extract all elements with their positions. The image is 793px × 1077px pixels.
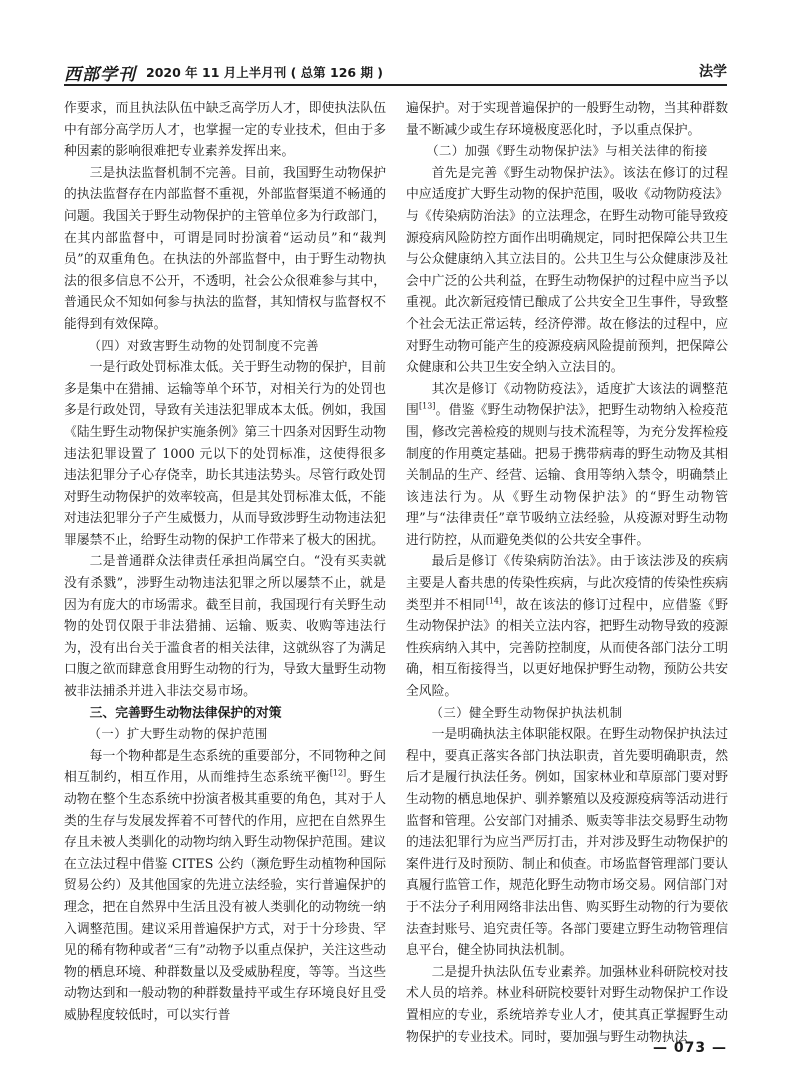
text-run: 每一个物种都是生态系统的重要部分，不同物种之间相互制约，相互作用，从而维持生态系统平衡 xyxy=(64,748,386,786)
subsection-heading xyxy=(406,703,728,725)
issue-info: 2020 年 11 月上半月刊 ( 总第 126 期 ) xyxy=(146,65,384,80)
paragraph xyxy=(64,98,386,163)
paragraph xyxy=(406,163,728,379)
text-run: 首先是完善《野生动物保护法》。该法在修订的过程中应适度扩大野生动物的保护范围，吸收《动物防疫法》与《传染病防治法》的立法理念，在野生动物可能导致疫源疫病风险防控方面作出明确规定，同时把保障公共卫生与公众健康纳入其立法目的。公共卫生与公众健康涉及社会中广泛的公共利益，在野生动物保护的过程中应当予以重视。此次新冠疫情已酿成了公共安全卫生事件，导致整个社会无法正常运转，经济停滞。故在修法的过程中，应对野生动物可能产生的疫源疫病风险提前预判，把保障公众健康和公共卫生安全纳入立法目的。 xyxy=(406,165,728,376)
text-run: 。野生动物在整个生态系统中扮演者极其重要的角色，其对于人类的生存与发展发挥着不可替代的作用，应把在自然界生存且未被人类驯化的动物均纳入野生动物保护范围。建议在立法过程中借鉴 CITES 公约（濒危野生动植物种国际贸易公约）及其他国家的先进立法经验，实行普遍保护的理念，把在自然界中生活且没有被人类驯化的动物统一纳入调整范围。建议采用普遍保护方式，对于十分珍贵、罕见的稀有物种或者“三有”动物予以重点保护，关注这些动物的栖息环境、种群数量以及受威胁程度，等等。当这些动物达到和一般动物的种群数量持平或生存环境良好且受威胁程度较低时，可以实行普 xyxy=(64,770,387,1023)
paragraph xyxy=(64,357,386,551)
journal-logo: 西部学刊 xyxy=(64,65,136,85)
text-run: 二是提升执法队伍专业素养。加强林业科研院校对技术人员的培养。林业科研院校要针对野生动物保护工作设置相应的专业，系统培养专业人才，使其真正掌握野生动物保护的专业技术。同时，要加强与野生动物执法 xyxy=(406,964,728,1045)
right-column xyxy=(406,98,729,1045)
paragraph xyxy=(406,98,728,141)
paragraph xyxy=(64,551,386,702)
text-run: 。借鉴《野生动物保护法》，把野生动物纳入检疫范围，修改完善检疫的规则与技术流程等，为充分发挥检疫制度的作用奠定基础。把易于携带病毒的野生动物及其相关制品的生产、经营、运输、食用等纳入禁令，明确禁止该违法行为。从《野生动物保护法》的“野生动物管理”与“法律责任”章节吸纳立法经验，从疫源对野生动物进行防控，从而避免类似的公共安全事件。 xyxy=(406,403,728,548)
text-run: ，故在该法的修订过程中，应借鉴《野生动物保护法》的相关立法内容，把野生动物导致的疫源性疾病纳入其中，完善防控制度，从而使各部门法分工明确，相互衔接得当，以更好地保护野生动物，预防公共安全风险。 xyxy=(406,597,729,700)
text-run: 三、完善野生动物法律保护的对策 xyxy=(89,705,282,721)
citation-ref: [12] xyxy=(329,769,347,779)
paragraph xyxy=(406,379,728,552)
text-run: 一是明确执法主体职能权限。在野生动物保护执法过程中，要真正落实各部门执法职责，首先要明确职责，然后才是履行执法任务。例如，国家林业和草原部门要对野生动物的栖息地保护、驯养繁殖以及疫源疫病等活动进行监督和管理。公安部门对捕杀、贩卖等非法交易野生动物的违法犯罪行为应当严厉打击，并对涉及野生动物保护的案件进行及时预防、制止和侦查。市场监督管理部门要认真履行监管工作，规范化野生动物市场交易。网信部门对于不法分子利用网络非法出售、购买野生动物的行为要依法查封账号、追究责任等。各部门要建立野生动物管理信息平台，健全协同执法机制。 xyxy=(406,727,728,959)
text-run: 其次是修订《动物防疫法》，适度扩大该法的调整范围 xyxy=(406,381,728,419)
text-run: （二）加强《野生动物保护法》与相关法律的衔接 xyxy=(426,144,708,159)
citation-ref: [13] xyxy=(419,402,436,412)
subsection-heading xyxy=(406,141,728,163)
paragraph xyxy=(64,163,386,336)
page-number: — 073 — xyxy=(653,1040,727,1056)
text-run: （一）扩大野生动物的保护范围 xyxy=(88,727,268,742)
text-run: 三是执法监督机制不完善。目前，我国野生动物保护的执法监督存在内部监督不重视，外部监督渠道不畅通的问题。我国关于野生动物保护的主管单位多为行政部门，在其内部监督中，可谓是同时扮演着“运动员”和“裁判员”的双重角色。在执法的外部监督中，由于野生动物执法的很多信息不公开，不透明，社会公众很难参与其中，普通民众不知如何参与执法的监督，其知情权与监督权不能得到有效保障。 xyxy=(64,165,386,332)
paragraph xyxy=(64,746,386,1027)
section-heading xyxy=(64,703,386,725)
citation-ref: [14] xyxy=(485,596,503,606)
subsection-heading xyxy=(64,724,386,746)
paragraph xyxy=(406,962,728,1048)
left-column xyxy=(64,98,386,1028)
section-label: 法学 xyxy=(699,64,727,80)
text-run: 遍保护。对于实现普遍保护的一般野生动物，当其种群数量不断减少或生存环境极度恶化时，予以重点保护。 xyxy=(406,101,728,138)
text-run: 一是行政处罚标准太低。关于野生动物的保护，目前多是集中在猎捕、运输等单个环节，对相关行为的处罚也多是行政处罚，导致有关违法犯罪成本太低。例如，我国《陆生野生动物保护实施条例》第三十四条对因野生动物违法犯罪设置了 1000 元以下的处罚标准，这使得很多违法犯罪分子心存侥幸，助长其违法势头。尽管行政处罚对野生动物保护的效率较高，但是其处罚标准太低，不能对违法犯罪分子产生威慑力，从而导致涉野生动物违法犯罪屡禁不止，给野生动物的保护工作带来了极大的困扰。 xyxy=(64,360,386,548)
text-run: 最后是修订《传染病防治法》。由于该法涉及的疾病主要是人畜共患的传染性疾病，与此次疫情的传染性疾病类型并不相同 xyxy=(406,554,728,613)
paragraph xyxy=(406,551,728,702)
text-run: （三）健全野生动物保护执法机制 xyxy=(430,705,623,720)
subsection-heading xyxy=(64,336,386,358)
text-run: 作要求，而且执法队伍中缺乏高学历人才，即使执法队伍中有部分高学历人才，也掌握一定的专业技术，但由于多种因素的影响很难把专业素养发挥出来。 xyxy=(64,101,386,160)
running-header xyxy=(64,56,727,86)
text-run: 二是普通群众法律责任承担尚属空白。“没有买卖就没有杀戮”，涉野生动物违法犯罪之所以屡禁不止，就是因为有庞大的市场需求。截至目前，我国现行有关野生动物的处罚仅限于非法猎捕、运输、贩卖、收购等违法行为，没有出台关于滥食者的相关法律，这就纵容了为满足口腹之欲而肆意食用野生动物的行为，导致大量野生动物被非法捕杀并进入非法交易市场。 xyxy=(64,554,386,700)
text-run: （四）对致害野生动物的处罚制度不完善 xyxy=(88,338,319,353)
paragraph xyxy=(406,724,728,962)
